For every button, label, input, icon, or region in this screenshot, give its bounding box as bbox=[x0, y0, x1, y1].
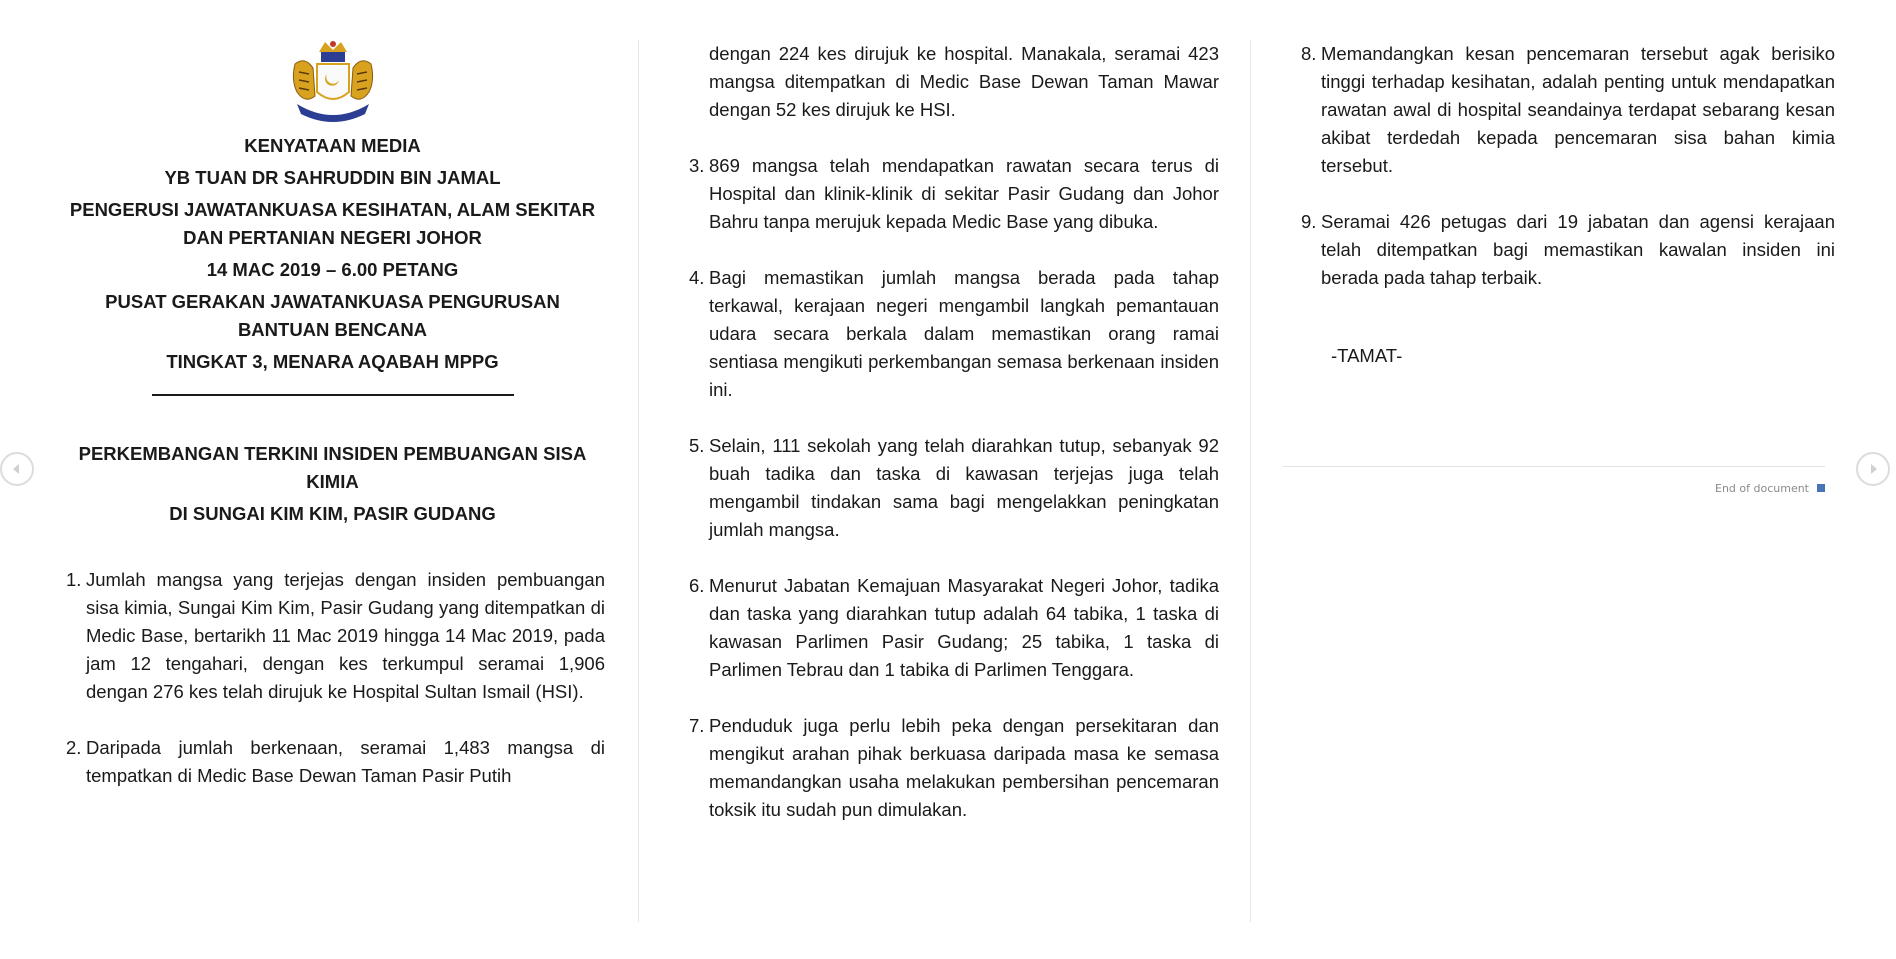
subject-location: DI SUNGAI KIM KIM, PASIR GUDANG bbox=[169, 503, 496, 524]
column-divider bbox=[638, 40, 639, 922]
johor-state-crest-icon bbox=[281, 40, 385, 122]
next-page-button[interactable] bbox=[1856, 452, 1890, 486]
list-item-1: 1. Jumlah mangsa yang terjejas dengan insiden pembuangan sisa kimia, Sungai Kim Kim, Pasir Gudang yang ditempatkan di Medic Base, bertarikh 11 Mac 2019 hingga 14 Mac 2019, pada jam 12 tengahari, dengan kes terkumpul seramai 1,906 dengan 276 kes telah dirujuk ke Hospital Sultan Ismail (HSI). bbox=[66, 569, 605, 702]
end-square-icon bbox=[1817, 484, 1825, 492]
header-position: PENGERUSI JAWATANKUASA KESIHATAN, ALAM SEKITAR DAN PERTANIAN NEGERI JOHOR bbox=[69, 199, 596, 248]
list-item-2: 2. Daripada jumlah berkenaan, seramai 1,483 mangsa di tempatkan di Medic Base Dewan Taman Pasir Putih bbox=[66, 737, 605, 786]
closing-mark: -TAMAT- bbox=[1331, 345, 1403, 366]
list-item-5: 5. Selain, 111 sekolah yang telah diarahkan tutup, sebanyak 92 buah tadika dan taska di kawasan terjejas juga telah mengambil tindakan sama bagi mengelakkan peningkatan jumlah mangsa. bbox=[689, 435, 1219, 540]
header-date: 14 MAC 2019 – 6.00 PETANG bbox=[206, 259, 459, 280]
end-of-document-marker bbox=[1283, 466, 1825, 495]
header-speaker: YB TUAN DR SAHRUDDIN BIN JAMAL bbox=[164, 167, 501, 188]
chevron-right-icon bbox=[1866, 462, 1880, 476]
list-item-3: 3. 869 mangsa telah mendapatkan rawatan secara terus di Hospital dan klinik-klinik di sekitar Pasir Gudang dan Johor Bahru tanpa merujuk kepada Medic Base yang dibuka. bbox=[689, 155, 1219, 232]
list-item-9: 9. Seramai 426 petugas dari 19 jabatan dan agensi kerajaan telah ditempatkan bagi memastikan kawalan insiden ini berada pada tahap terbaik. bbox=[1301, 211, 1835, 288]
page-column-2 bbox=[683, 40, 1219, 824]
header-venue: PUSAT GERAKAN JAWATANKUASA PENGURUSAN BANTUAN BENCANA bbox=[105, 291, 560, 340]
list-item-7: 7. Penduduk juga perlu lebih peka dengan persekitaran dan mengikut arahan pihak berkuasa daripada masa ke semasa memandangkan usaha melakukan pembersihan pencemaran toksik itu sudah pun dimulakan. bbox=[689, 715, 1219, 820]
list-item-6: 6. Menurut Jabatan Kemajuan Masyarakat Negeri Johor, tadika dan taska yang diarahkan tutup adalah 64 tabika, 1 taska di kawasan Parlimen Pasir Gudang; 25 tabika, 1 taska di Parlimen Tebrau dan 1 tabika di Parlimen Tenggara. bbox=[689, 575, 1219, 680]
chevron-left-icon bbox=[10, 462, 24, 476]
page-column-1 bbox=[60, 40, 605, 790]
list-item-4: 4. Bagi memastikan jumlah mangsa berada pada tahap terkawal, kerajaan negeri mengambil langkah pemantauan udara secara berkala dalam memastikan orang ramai sentiasa mengikuti perkembangan semasa berkenaan insiden ini. bbox=[689, 267, 1219, 400]
end-of-document-label: End of document bbox=[1715, 482, 1809, 495]
header-title: KENYATAAN MEDIA bbox=[244, 135, 421, 156]
list-item-2-continued: dengan 224 kes dirujuk ke hospital. Manakala, seramai 423 mangsa ditempatkan di Medic Base Dewan Taman Mawar dengan 52 kes dirujuk ke HSI. bbox=[709, 43, 1219, 120]
list-item-8: 8. Memandangkan kesan pencemaran tersebut agak berisiko tinggi terhadap kesihatan, adalah penting untuk mendapatkan rawatan awal di hospital seandainya terdapat sebarang kesan akibat terdedah kepada pencemaran sisa bahan kimia tersebut. bbox=[1301, 43, 1835, 176]
subject-title: PERKEMBANGAN TERKINI INSIDEN PEMBUANGAN SISA KIMIA bbox=[78, 443, 587, 492]
header-floor: TINGKAT 3, MENARA AQABAH MPPG bbox=[166, 351, 499, 372]
column-divider bbox=[1250, 40, 1251, 922]
prev-page-button[interactable] bbox=[0, 452, 34, 486]
page-column-3 bbox=[1295, 40, 1835, 370]
